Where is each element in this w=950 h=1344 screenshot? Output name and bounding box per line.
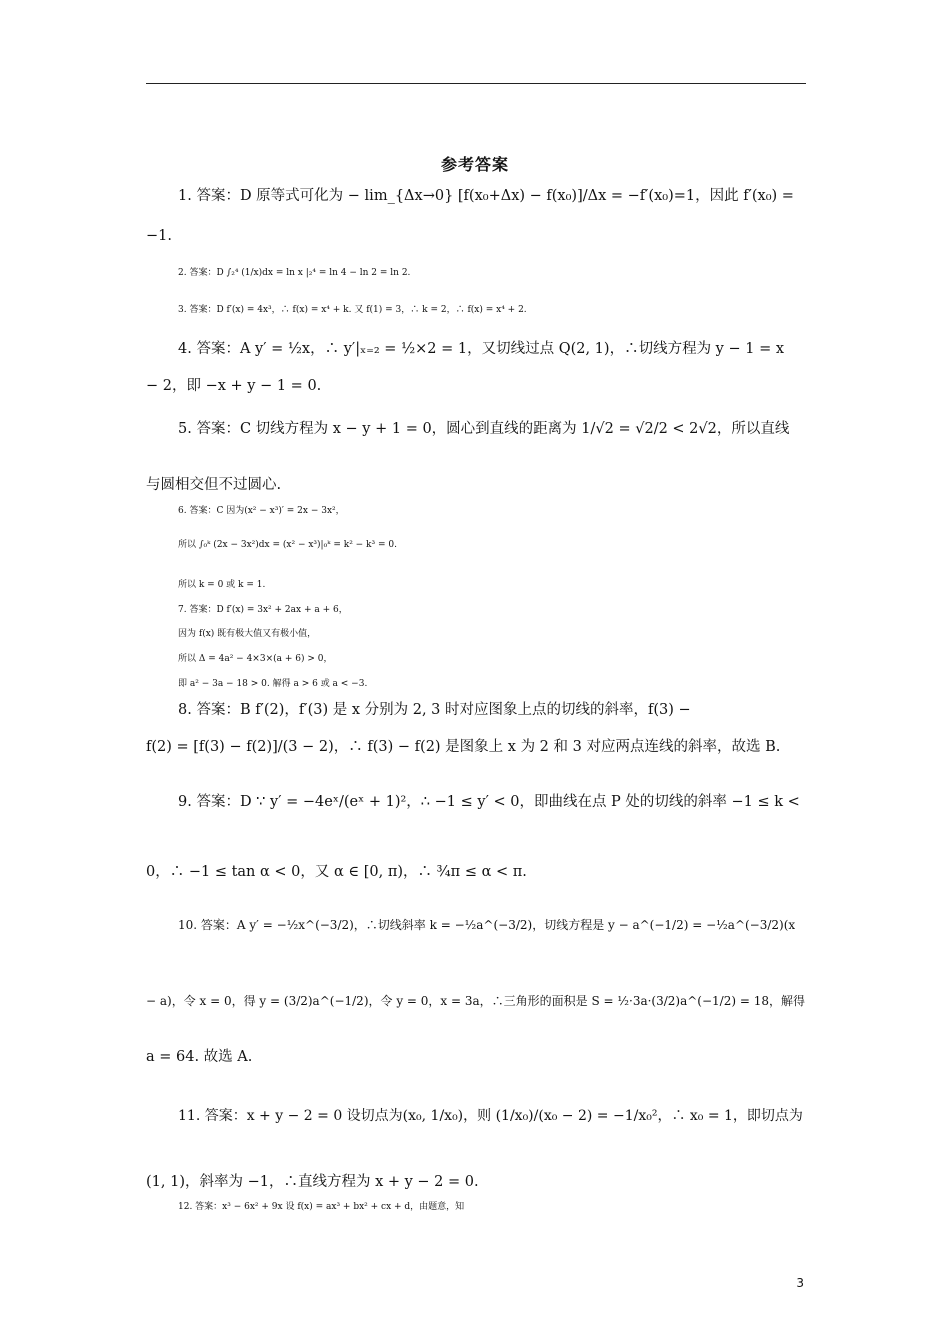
answer-line-7: 5. 答案：C 切线方程为 x − y + 1 = 0，圆心到直线的距离为 1/√2 = √2/2 < 2√2，所以直线 [178,421,790,437]
answer-line-5: 4. 答案：A y′ = ½x，∴ y′|ₓ₌₂ = ½×2 = 1，又切线过点 Q(2, 1)，∴切线方程为 y − 1 = x [178,341,785,357]
page-number: 3 [796,1276,804,1290]
answer-line-8: 与圆相交但不过圆心. [146,477,282,493]
answer-line-21: − a)，令 x = 0，得 y = (3/2)a^(−1/2)，令 y = 0，x = 3a，∴三角形的面积是 S = ½·3a·(3/2)a^(−1/2) = 18，解得 [146,994,805,1008]
answer-line-6: − 2，即 −x + y − 1 = 0. [146,378,322,394]
answer-line-1: 1. 答案：D 原等式可化为 − lim_{Δx→0} [f(x₀+Δx) − f(x₀)]/Δx = −f′(x₀)=1，因此 f′(x₀) = [178,188,794,204]
page-title: 参考答案 [440,155,509,174]
answer-line-4: 3. 答案：D f′(x) = 4x³，∴ f(x) = x⁴ + k. 又 f(1) = 3，∴ k = 2，∴ f(x) = x⁴ + 2. [178,305,527,315]
answer-line-3: 2. 答案：D ∫₂⁴ (1/x)dx = ln x |₂⁴ = ln 4 − ln 2 = ln 2. [178,268,411,278]
answer-line-23: 11. 答案：x + y − 2 = 0 设切点为(x₀, 1/x₀)，则 (1/x₀)/(x₀ − 2) = −1/x₀²，∴ x₀ = 1，即切点为 [178,1108,803,1124]
answer-line-11: 所以 k = 0 或 k = 1. [178,580,266,590]
answer-line-17: f(2) = [f(3) − f(2)]/(3 − 2)，∴ f(3) − f(2) 是图象上 x 为 2 和 3 对应两点连线的斜率，故选 B. [146,739,781,755]
answer-line-14: 所以 Δ = 4a² − 4×3×(a + 6) > 0， [178,654,333,664]
answer-line-16: 8. 答案：B f′(2)，f′(3) 是 x 分别为 2, 3 时对应图象上点的切线的斜率，f(3) − [178,702,691,718]
answer-line-10: 所以 ∫₀ᵏ (2x − 3x²)dx = (x² − x³)|₀ᵏ = k² − k³ = 0. [178,540,397,550]
answer-line-2: −1. [146,228,172,244]
answer-line-22: a = 64. 故选 A. [146,1049,253,1065]
answer-line-19: 0，∴ −1 ≤ tan α < 0，又 α ∈ [0, π)，∴ ¾π ≤ α < π. [146,864,527,880]
answer-line-15: 即 a² − 3a − 18 > 0. 解得 a > 6 或 a < −3. [178,679,368,689]
answer-line-13: 因为 f(x) 既有极大值又有极小值， [178,629,317,639]
answer-line-20: 10. 答案：A y′ = −½x^(−3/2)，∴切线斜率 k = −½a^(−3/2)，切线方程是 y − a^(−1/2) = −½a^(−3/2)(x [178,918,796,932]
answer-line-24: (1, 1)，斜率为 −1，∴直线方程为 x + y − 2 = 0. [146,1174,479,1190]
header-rule [146,83,806,84]
answer-line-9: 6. 答案：C 因为(x² − x³)′ = 2x − 3x²， [178,506,345,516]
answer-line-12: 7. 答案：D f′(x) = 3x² + 2ax + a + 6， [178,605,348,615]
answer-line-25: 12. 答案：x³ − 6x² + 9x 设 f(x) = ax³ + bx² + cx + d，由题意，知 [178,1202,465,1212]
answer-line-18: 9. 答案：D ∵ y′ = −4eˣ/(eˣ + 1)²，∴ −1 ≤ y′ < 0，即曲线在点 P 处的切线的斜率 −1 ≤ k < [178,794,800,810]
